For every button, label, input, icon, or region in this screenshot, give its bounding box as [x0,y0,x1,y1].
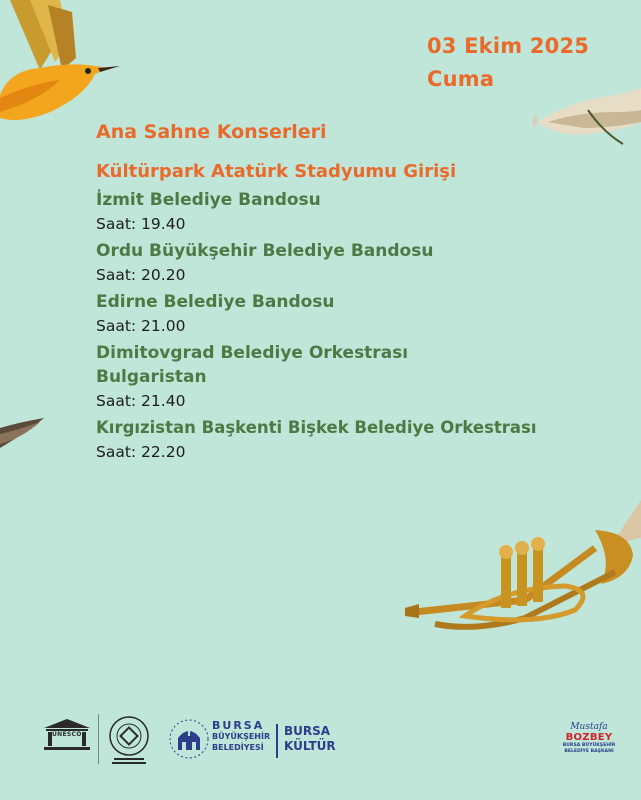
feather-illustration [0,412,46,452]
concert-name: Ordu Büyükşehir Belediye Bandosu [96,241,434,261]
mayor-name: BOZBEY [565,732,613,743]
concert-country: Bulgaristan [96,367,207,387]
event-day: Cuma [427,67,495,91]
event-date-block [427,30,589,96]
bursa-kultur-line1: BURSA [284,724,331,738]
event-date: 03 Ekim 2025 [427,34,590,58]
concert-time: Saat: 21.40 [96,392,186,410]
mayor-title-line1: BURSA BÜYÜKŞEHİR [562,743,616,748]
mayor-logo [554,722,624,755]
concert-item [96,239,626,287]
heritage-emblem-icon [106,714,152,766]
concert-item [96,416,626,464]
divider [276,724,278,758]
bursa-kultur-logo [284,724,344,754]
concert-name: Kırgızistan Başkenti Bişkek Belediye Orkestrası [96,418,537,437]
concert-time: Saat: 20.20 [96,266,186,284]
unesco-logo [40,718,94,764]
concert-item [96,341,626,413]
bursa-kultur-line2: KÜLTÜR [284,739,336,753]
concert-name: İzmit Belediye Bandosu [96,190,321,210]
concert-time: Saat: 22.20 [96,443,186,461]
bird-illustration [0,0,120,130]
section-title: Ana Sahne Konserleri [96,121,327,143]
concert-item [96,188,626,236]
concert-name: Dimitovgrad Belediye Orkestrası [96,343,409,363]
concert-time: Saat: 21.00 [96,317,186,335]
trumpet-illustration [405,500,641,640]
world-heritage-emblem [106,714,152,766]
bursa-logo-line1: BURSA [212,719,265,732]
unesco-text: UNESCO [52,731,82,738]
mayor-title-line2: BELEDİYE BAŞKANI [564,749,614,754]
bursa-crest-icon [168,716,210,762]
bursa-logo-text [212,720,270,753]
bursa-logo-line2: BÜYÜKŞEHİR [212,732,271,741]
divider [98,714,99,764]
venue-name: Kültürpark Atatürk Stadyumu Girişi [96,161,457,182]
bursa-buyuksehir-logo [168,716,288,766]
concert-time: Saat: 19.40 [96,215,186,233]
program-list [96,118,626,464]
concert-name: Edirne Belediye Bandosu [96,292,335,312]
mayor-signature: Mustafa [570,722,608,732]
concert-item [96,290,626,338]
bursa-logo-line3: BELEDİYESİ [212,743,264,752]
